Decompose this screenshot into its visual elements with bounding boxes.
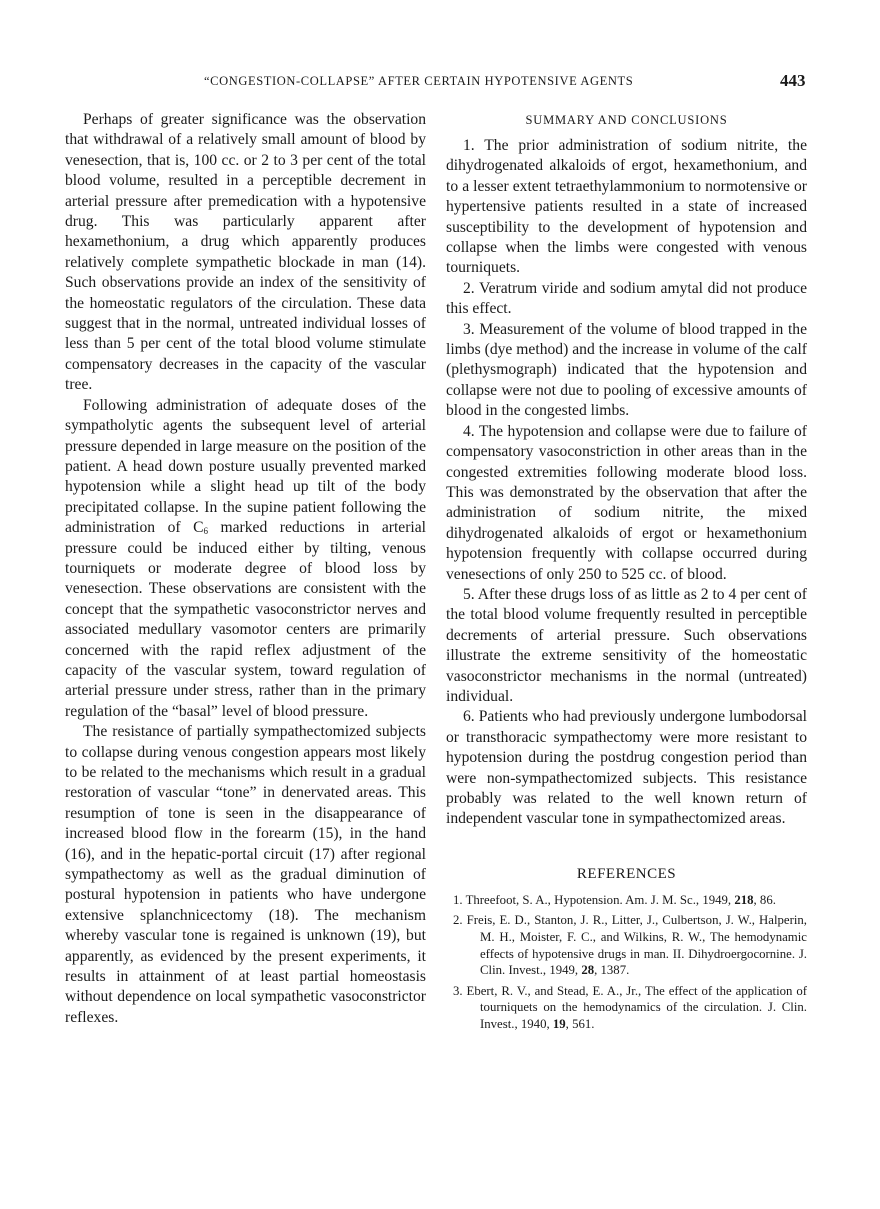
subscript: 6 bbox=[203, 526, 208, 537]
page-number: 443 bbox=[780, 71, 806, 90]
running-head: “CONGESTION-COLLAPSE” AFTER CERTAIN HYPOTENSIVE AGENTS bbox=[204, 74, 634, 88]
reference-item bbox=[446, 912, 807, 978]
right-column bbox=[446, 110, 807, 1037]
reference-volume: 218 bbox=[734, 892, 754, 907]
reference-pages: , 86. bbox=[753, 892, 776, 907]
paragraph-text: Following administration of adequate doses of the sympatholytic agents the subsequent level of arterial pressure depended in large measure on the position of the patient. A head down posture usually prevented marked hypotension while a slight head up tilt of the body precipitated collapse. In the supine patient following the administration of C bbox=[65, 396, 426, 537]
reference-item bbox=[446, 983, 807, 1033]
body-paragraph: The resistance of partially sympathectomized subjects to collapse during venous congestion appears most likely to be related to the mechanisms which result in a gradual restoration of vascular “tone” in denervated areas. This resumption of tone is seen in the disappearance of increased blood flow in the forearm (15), in the hand (16), and in the hepatic-portal circuit (17) after regional sympathectomy as well as the gradual diminution of postural hypotension in patients who have undergone extensive splanchnicectomy (18). The mechanism whereby vascular tone is regained is unknown (19), but apparently, as evidenced by the present experiments, it results in attainment of at least partial homeostasis without dependence on local sympathetic vasoconstrictor reflexes. bbox=[65, 723, 426, 1026]
summary-item: 5. After these drugs loss of as little as 2 to 4 per cent of the total blood volume frequently resulted in perceptible decrements of arterial pressure. Such observations illustrate the extreme sensitivity of the homeostatic vasoconstrictor mechanisms in the normal (untreated) individual. bbox=[446, 585, 807, 705]
references-heading: REFERENCES bbox=[576, 865, 677, 882]
reference-pages: , 1387. bbox=[594, 963, 630, 978]
summary-item: 6. Patients who had previously undergone lumbodorsal or transthoracic sympathectomy were more resistant to hypotension during the postdrug congestion period than were non-sympathectomized subjects. This resistance probably was related to the well known return of independent vascular tone in sympathectomized areas. bbox=[446, 708, 807, 828]
reference-text: Ebert, R. V., and Stead, E. A., Jr., The effect of the application of tourniquets on the hemodynamics of the circulation. J. Clin. Invest., 1940, bbox=[466, 983, 807, 1031]
reference-item bbox=[446, 892, 807, 909]
left-column bbox=[65, 110, 426, 1028]
summary-heading: SUMMARY AND CONCLUSIONS bbox=[525, 113, 728, 127]
reference-volume: 28 bbox=[581, 963, 595, 978]
reference-number: 2. bbox=[453, 913, 463, 928]
reference-text: Freis, E. D., Stanton, J. R., Litter, J., Culbertson, J. W., Halperin, M. H., Moister, F. C., and Wilkins, R. W., The hemodynamic effects of hypotensive drugs in man. II. Dihydroergocornine. J. Clin. Invest., 1949, bbox=[466, 913, 807, 978]
summary-item: 4. The hypotension and collapse were due to failure of compensatory vasoconstriction in other areas than in the congested extremities following moderate blood loss. This was demonstrated by the observation that after the administration of sodium nitrite, the mixed dihydrogenated alkaloids of ergot or hexamethonium hypotension frequently with collapse occurred during venesections of only 250 to 525 cc. of blood. bbox=[446, 422, 807, 583]
paragraph-text: marked reductions in arterial pressure could be induced either by tilting, venous tourniquets or moderate degree of blood loss by venesection. These observations are consistent with the concept that the sympathetic vasoconstrictor nerves and associated medullary vasomotor centers are primarily concerned with the rapid reflex adjustment of the capacity of the vascular system, toward regulation of arterial pressure under stress, rather than in the primary regulation of the “basal” level of blood pressure. bbox=[65, 519, 426, 720]
reference-text: Threefoot, S. A., Hypotension. Am. J. M. Sc., 1949, bbox=[465, 892, 735, 907]
reference-volume: 19 bbox=[552, 1016, 566, 1031]
reference-pages: , 561. bbox=[565, 1016, 595, 1031]
references-list bbox=[446, 892, 807, 1033]
reference-number: 3. bbox=[453, 983, 463, 998]
summary-item: 3. Measurement of the volume of blood trapped in the limbs (dye method) and the increase in volume of the calf (plethysmograph) indicated that the hypotension and collapse were not due to pooling of excessive amounts of blood in the congested limbs. bbox=[446, 320, 807, 420]
summary-item: 1. The prior administration of sodium nitrite, the dihydrogenated alkaloids of ergot, hexamethonium, and to a lesser extent tetraethylammonium to normotensive or hypertensive patients resulted in a state of increased susceptibility to the development of hypotension and collapse when the limbs were congested with venous tourniquets. bbox=[446, 137, 807, 277]
body-paragraph bbox=[65, 396, 426, 723]
summary-item: 2. Veratrum viride and sodium amytal did not produce this effect. bbox=[446, 279, 807, 318]
body-paragraph: Perhaps of greater significance was the observation that withdrawal of a relatively small amount of blood by venesection, that is, 100 cc. or 2 to 3 per cent of the total blood volume, resulted in a perceptible decrement in arterial pressure after premedication with a hypotensive drug. This was particularly apparent after hexamethonium, a drug which apparently produces relatively complete sympathetic blockade in man (14). Such observations provide an index of the sensitivity of the homeostatic regulators of the circulation. These data suggest that in the normal, untreated individual losses of less than 5 per cent of the total blood volume stimulate compensatory decreases in the capacity of the vascular tree. bbox=[65, 111, 426, 394]
reference-number: 1. bbox=[453, 892, 463, 907]
